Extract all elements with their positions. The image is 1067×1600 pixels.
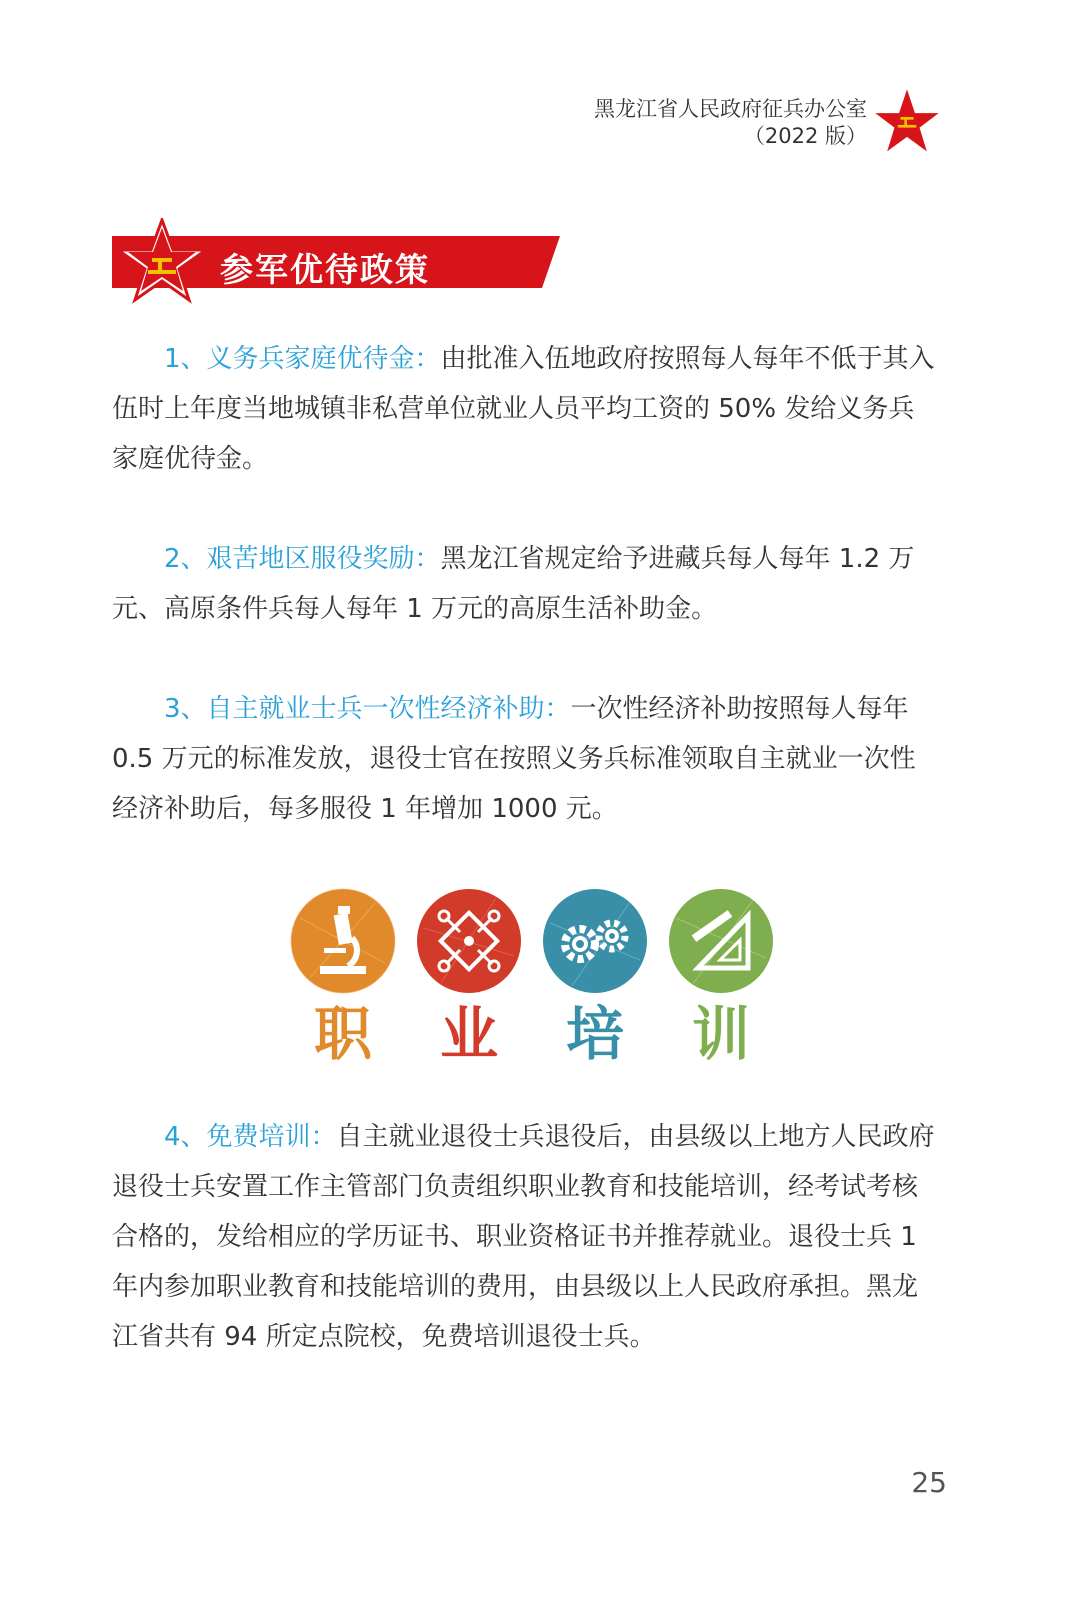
policy-item-3: [112, 684, 935, 834]
policy-body-4: 自主就业退役士兵退役后，由县级以上地方人民政府退役士兵安置工作主管部门负责组织职业教育和技能培训，经考试考核合格的，发给相应的学历证书、职业资格证书并推荐就业。退役士兵 1 年内参加职业教育和技能培训的费用，由县级以上人民政府承担。黑龙江省共有 94 所定点院校，免费培训退役士兵。: [112, 1122, 935, 1352]
training-char-4: 训: [691, 1000, 750, 1068]
policy-body-2: 黑龙江省规定给予进藏兵每人每年 1.2 万元、高原条件兵每人每年 1 万元的高原生活补助金。: [112, 544, 915, 624]
circuit-icon: [416, 888, 522, 994]
policy-lead-4: 4、免费培训：: [164, 1122, 337, 1152]
star-emblem-icon: [874, 88, 940, 154]
section-banner: [112, 218, 560, 306]
policy-item-1: [112, 334, 935, 484]
page-number: 25: [911, 1466, 947, 1499]
gears-icon: [542, 888, 648, 994]
policy-lead-2: 2、艰苦地区服役奖励：: [164, 544, 441, 574]
training-char-3: 培: [565, 1000, 624, 1068]
policy-body-1: 由批准入伍地政府按照每人每年不低于其入伍时上年度当地城镇非私营单位就业人员平均工资的 50% 发给义务兵家庭优待金。: [112, 344, 935, 474]
policy-item-2: [112, 534, 935, 634]
policy-body-3: 一次性经济补助按照每人每年 0.5 万元的标准发放，退役士官在按照义务兵标准领取自主就业一次性经济补助后，每多服役 1 年增加 1000 元。: [112, 694, 916, 824]
training-char-2: 业: [439, 1000, 498, 1068]
section-title: 参军优待政策: [220, 250, 430, 289]
microscope-icon: [290, 888, 396, 994]
training-char-1: 职: [313, 1000, 372, 1068]
header-edition: （2022 版）: [743, 124, 867, 148]
vocational-training-graphic: [290, 888, 780, 1078]
policy-lead-1: 1、义务兵家庭优待金：: [164, 344, 441, 374]
header: [594, 96, 867, 150]
ruler-triangle-icon: [668, 888, 774, 994]
header-org: 黑龙江省人民政府征兵办公室: [594, 97, 867, 121]
policy-lead-3: 3、自主就业士兵一次性经济补助：: [164, 694, 571, 724]
policy-item-4: [112, 1112, 935, 1362]
